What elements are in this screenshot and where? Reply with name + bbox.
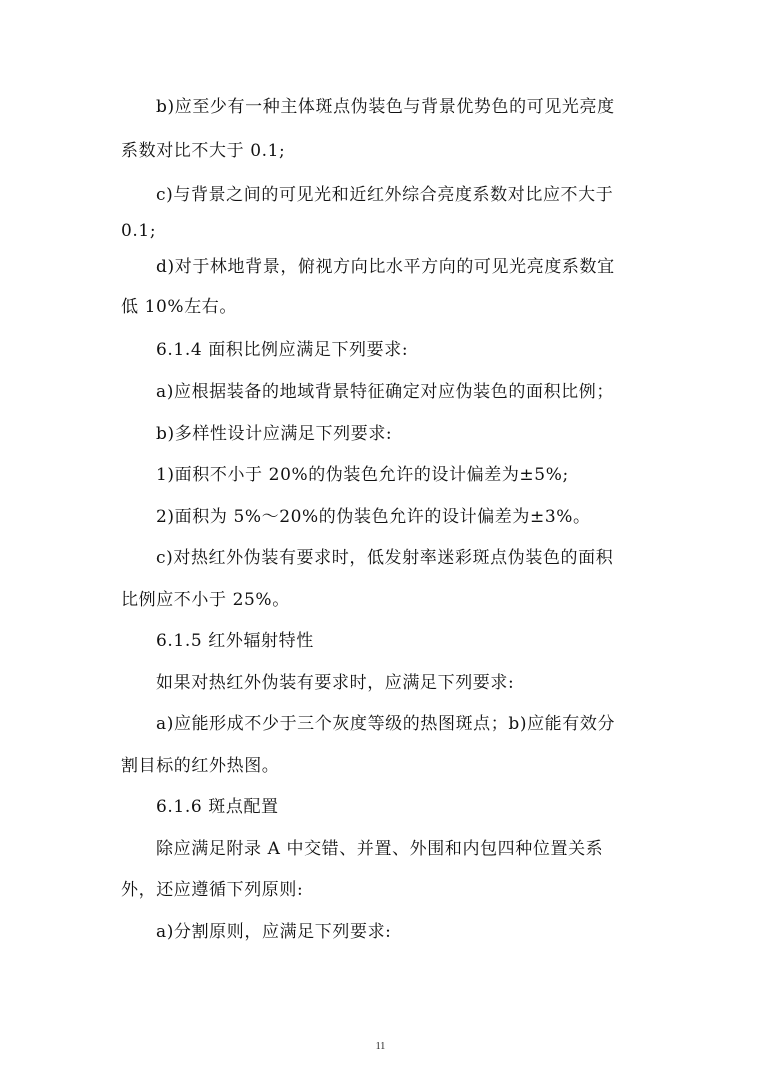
paragraph-line: a)分割原则，应满足下列要求: (156, 922, 392, 942)
paragraph-line: a)应能形成不少于三个灰度等级的热图斑点；b)应能有效分 (156, 714, 616, 734)
page-number: 11 (375, 1041, 386, 1052)
paragraph-line: a)应根据装备的地域背景特征确定对应伪装色的面积比例； (156, 382, 614, 402)
paragraph-line: c)对热红外伪装有要求时，低发射率迷彩斑点伪装色的面积 (156, 548, 614, 568)
section-heading: 6.1.4 面积比例应满足下列要求: (156, 340, 409, 360)
paragraph-line: d)对于林地背景，俯视方向比水平方向的可见光亮度系数宜 (156, 257, 615, 277)
paragraph-line: b)应至少有一种主体斑点伪装色与背景优势色的可见光亮度 (156, 97, 615, 117)
section-heading: 6.1.6 斑点配置 (156, 797, 279, 817)
paragraph-line: 0.1; (121, 221, 157, 241)
paragraph-line: 如果对热红外伪装有要求时，应满足下列要求: (156, 673, 515, 693)
paragraph-line: 比例应不小于 25%。 (121, 590, 290, 610)
paragraph-line: 割目标的红外热图。 (121, 756, 280, 776)
paragraph-line: 低 10%左右。 (121, 297, 237, 317)
paragraph-line: 系数对比不大于 0.1; (121, 141, 286, 161)
paragraph-line: 外，还应遵循下列原则: (121, 880, 304, 900)
paragraph-line: 2)面积为 5%～20%的伪装色允许的设计偏差为±3%。 (156, 507, 591, 527)
paragraph-line: c)与背景之间的可见光和近红外综合亮度系数对比应不大于 (156, 185, 614, 205)
paragraph-line: 1)面积不小于 20%的伪装色允许的设计偏差为±5%; (156, 465, 569, 485)
paragraph-line: b)多样性设计应满足下列要求: (156, 424, 393, 444)
paragraph-line: 除应满足附录 A 中交错、并置、外围和内包四种位置关系 (156, 839, 604, 859)
section-heading: 6.1.5 红外辐射特性 (156, 631, 314, 651)
